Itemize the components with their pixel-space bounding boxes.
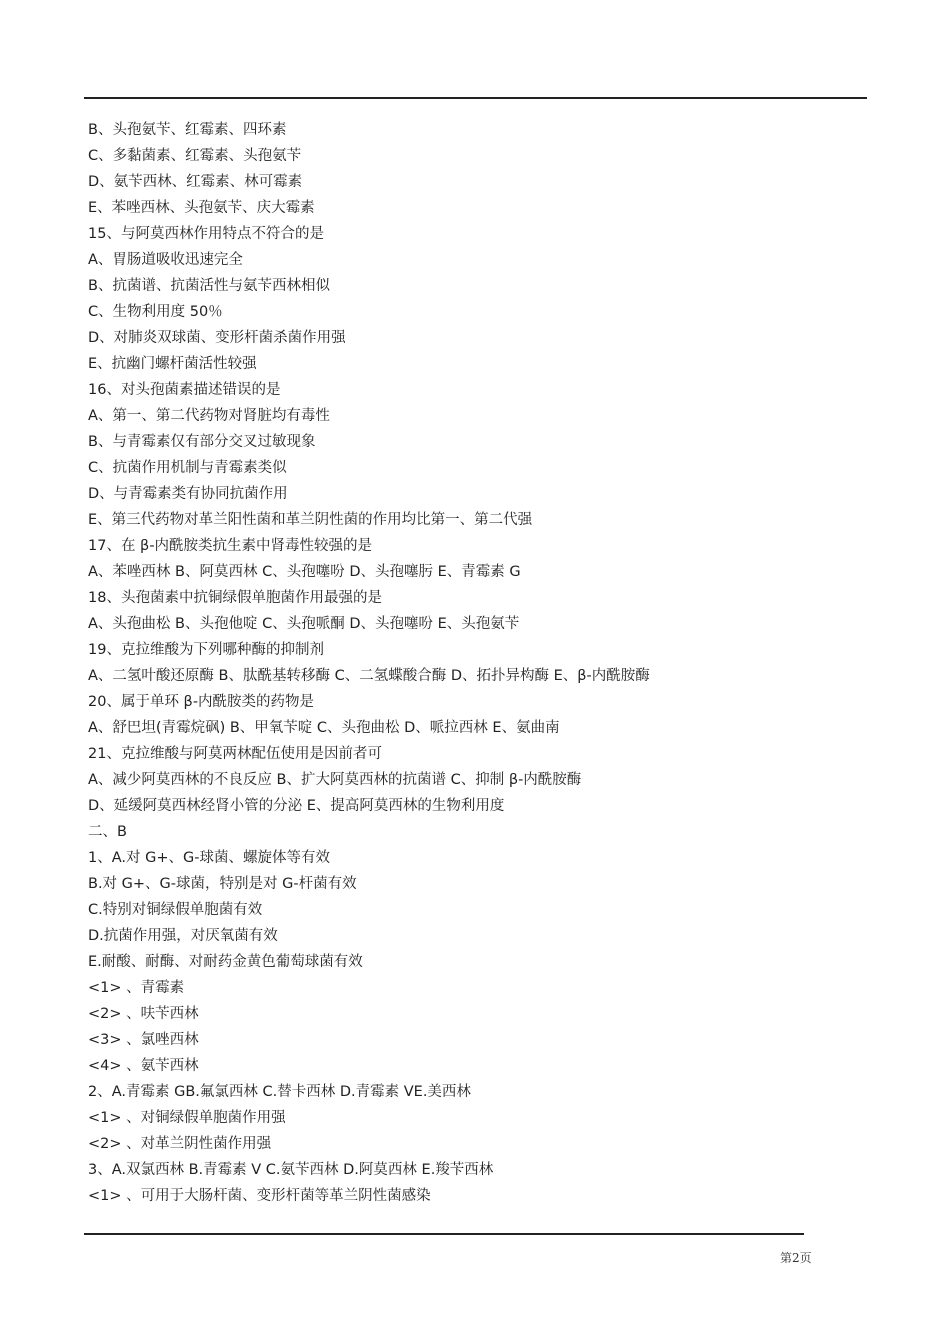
text-line: E、第三代药物对革兰阳性菌和革兰阴性菌的作用均比第一、第二代强 (88, 512, 533, 528)
text-line: B、与青霉素仅有部分交叉过敏现象 (88, 434, 316, 450)
text-line: <1> 、可用于大肠杆菌、变形杆菌等革兰阴性菌感染 (88, 1188, 431, 1204)
text-line: <3> 、氯唑西林 (88, 1032, 199, 1048)
text-line: <2> 、对革兰阴性菌作用强 (88, 1136, 272, 1152)
text-line: A、二氢叶酸还原酶 B、肽酰基转移酶 C、二氢蝶酸合酶 D、拓扑异构酶 E、β-内酰胺酶 (88, 668, 650, 684)
text-line: E、抗幽门螺杆菌活性较强 (88, 356, 257, 372)
text-line: A、第一、第二代药物对肾脏均有毒性 (88, 408, 330, 424)
text-line: <2> 、呋苄西林 (88, 1006, 199, 1022)
text-line: D、与青霉素类有协同抗菌作用 (88, 486, 288, 502)
text-line: D.抗菌作用强，对厌氧菌有效 (88, 928, 278, 944)
question-15: 15、与阿莫西林作用特点不符合的是 (88, 226, 324, 242)
question-18: 18、头孢菌素中抗铜绿假单胞菌作用最强的是 (88, 590, 382, 606)
text-line: 1、A.对 G+、G-球菌、螺旋体等有效 (88, 850, 330, 866)
footer-rule (84, 1233, 804, 1235)
text-line: B、头孢氨苄、红霉素、四环素 (88, 122, 287, 138)
text-line: C、多黏菌素、红霉素、头孢氨苄 (88, 148, 302, 164)
text-line: B、抗菌谱、抗菌活性与氨苄西林相似 (88, 278, 330, 294)
text-line: <1> 、对铜绿假单胞菌作用强 (88, 1110, 286, 1126)
text-line: E、苯唑西林、头孢氨苄、庆大霉素 (88, 200, 315, 216)
text-line: A、头孢曲松 B、头孢他啶 C、头孢哌酮 D、头孢噻吩 E、头孢氨苄 (88, 616, 520, 632)
document-body (88, 117, 868, 1209)
page-number: 第2页 (780, 1251, 812, 1265)
text-line: A、胃肠道吸收迅速完全 (88, 252, 243, 268)
text-line: <1> 、青霉素 (88, 980, 185, 996)
text-line: D、氨苄西林、红霉素、林可霉素 (88, 174, 303, 190)
question-19: 19、克拉维酸为下列哪种酶的抑制剂 (88, 642, 324, 658)
question-17: 17、在 β-内酰胺类抗生素中肾毒性较强的是 (88, 538, 373, 554)
text-line: A、苯唑西林 B、阿莫西林 C、头孢噻吩 D、头孢噻肟 E、青霉素 G (88, 564, 521, 580)
text-line: C、生物利用度 50％ (88, 304, 223, 320)
header-rule (84, 97, 867, 99)
text-line: A、舒巴坦(青霉烷砜) B、甲氧苄啶 C、头孢曲松 D、哌拉西林 E、氨曲南 (88, 720, 560, 736)
question-20: 20、属于单环 β-内酰胺类的药物是 (88, 694, 315, 710)
text-line: D、延缓阿莫西林经肾小管的分泌 E、提高阿莫西林的生物利用度 (88, 798, 505, 814)
section-heading: 二、B (88, 824, 127, 840)
text-line: <4> 、氨苄西林 (88, 1058, 199, 1074)
text-line: 3、A.双氯西林 B.青霉素 V C.氨苄西林 D.阿莫西林 E.羧苄西林 (88, 1162, 494, 1178)
question-16: 16、对头孢菌素描述错误的是 (88, 382, 281, 398)
text-line: C、抗菌作用机制与青霉素类似 (88, 460, 287, 476)
text-line: E.耐酸、耐酶、对耐药金黄色葡萄球菌有效 (88, 954, 363, 970)
text-line: 2、A.青霉素 GB.氟氯西林 C.替卡西林 D.青霉素 VE.美西林 (88, 1084, 471, 1100)
text-line: B.对 G+、G-球菌，特别是对 G-杆菌有效 (88, 876, 357, 892)
text-line: D、对肺炎双球菌、变形杆菌杀菌作用强 (88, 330, 346, 346)
text-line: C.特别对铜绿假单胞菌有效 (88, 902, 263, 918)
question-21: 21、克拉维酸与阿莫两林配伍使用是因前者可 (88, 746, 382, 762)
text-line: A、减少阿莫西林的不良反应 B、扩大阿莫西林的抗菌谱 C、抑制 β-内酰胺酶 (88, 772, 582, 788)
